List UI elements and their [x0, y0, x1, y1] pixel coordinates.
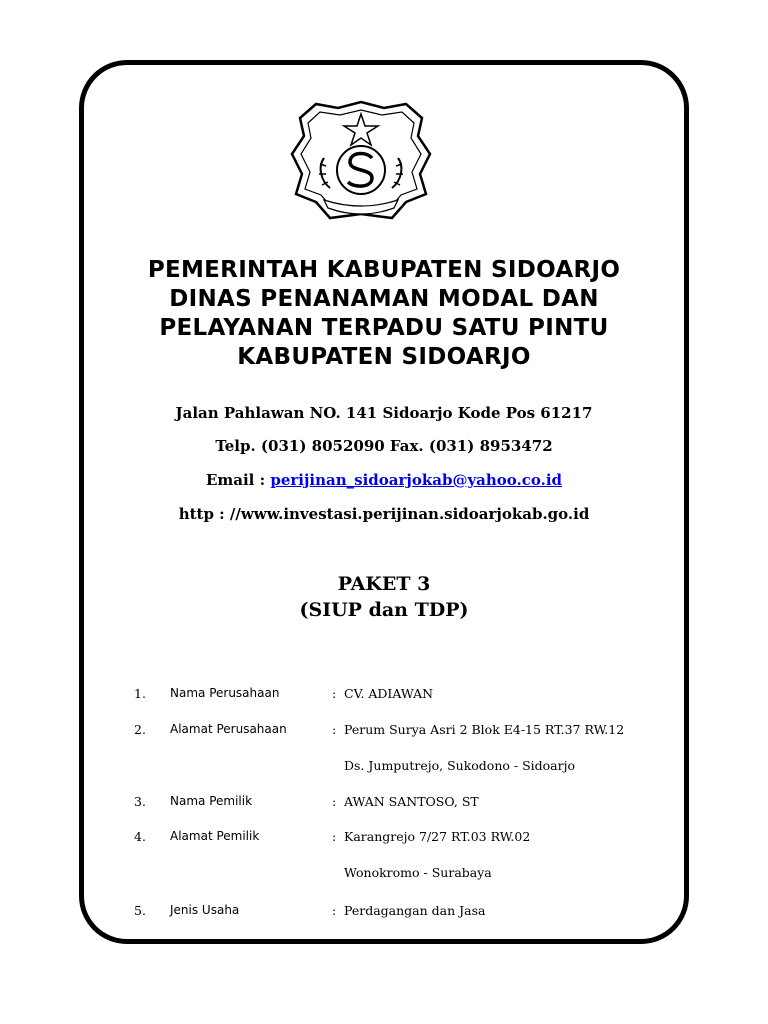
email-link[interactable]: perijinan_sidoarjokab@yahoo.co.id — [270, 471, 563, 489]
detail-value: Ds. Jumputrejo, Sukodono - Sidoarjo — [344, 758, 575, 773]
detail-number: 5. — [134, 903, 146, 918]
detail-colon: : — [332, 903, 337, 918]
detail-value: Karangrejo 7/27 RT.03 RW.02 — [344, 829, 531, 844]
package-subtitle: (SIUP dan TDP) — [299, 599, 469, 621]
detail-value: Perdagangan dan Jasa — [344, 903, 486, 918]
office-website: http : //www.investasi.perijinan.sidoarjokab.go.id — [178, 505, 590, 523]
office-email — [90, 471, 678, 489]
detail-number: 4. — [134, 829, 146, 844]
office-phone: Telp. (031) 8052090 Fax. (031) 8953472 — [215, 437, 553, 455]
package-title: PAKET 3 — [337, 573, 431, 595]
title-line: PEMERINTAH KABUPATEN SIDOARJO — [147, 257, 621, 283]
title-line: DINAS PENANAMAN MODAL DAN — [169, 286, 599, 312]
detail-row — [0, 829, 768, 849]
detail-row — [0, 903, 768, 923]
detail-row — [0, 794, 768, 814]
detail-label: Nama Pemilik — [170, 794, 253, 808]
title-line: KABUPATEN SIDOARJO — [237, 344, 531, 370]
detail-value: AWAN SANTOSO, ST — [344, 794, 479, 809]
email-label: Email : — [205, 471, 271, 489]
detail-colon: : — [332, 794, 337, 809]
detail-number: 1. — [134, 686, 146, 701]
sidoarjo-seal-logo — [288, 96, 434, 224]
detail-value: Perum Surya Asri 2 Blok E4-15 RT.37 RW.12 — [344, 722, 625, 737]
detail-row — [0, 686, 768, 706]
detail-label: Jenis Usaha — [170, 903, 240, 917]
title-line: PELAYANAN TERPADU SATU PINTU — [159, 315, 609, 341]
office-address: Jalan Pahlawan NO. 141 Sidoarjo Kode Pos 61217 — [175, 404, 593, 422]
detail-label: Alamat Pemilik — [170, 829, 260, 843]
detail-number: 3. — [134, 794, 146, 809]
detail-row — [0, 758, 768, 778]
detail-colon: : — [332, 686, 337, 701]
detail-colon: : — [332, 722, 337, 737]
detail-colon: : — [332, 829, 337, 844]
detail-number: 2. — [134, 722, 146, 737]
detail-row — [0, 722, 768, 742]
detail-row — [0, 865, 768, 885]
detail-value: Wonokromo - Surabaya — [344, 865, 492, 880]
detail-label: Nama Perusahaan — [170, 686, 280, 700]
agency-title — [90, 256, 678, 372]
detail-value: CV. ADIAWAN — [344, 686, 434, 701]
detail-label: Alamat Perusahaan — [170, 722, 287, 736]
